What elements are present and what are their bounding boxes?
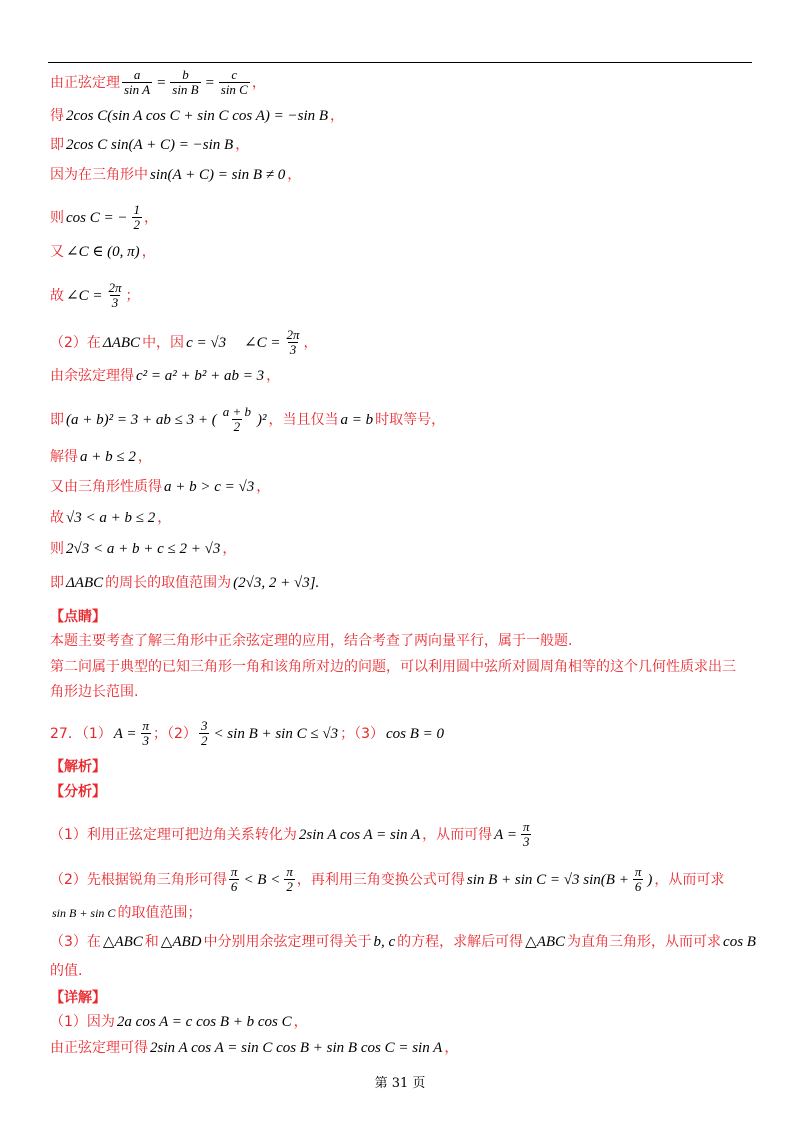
line-13: 故 √3 < a + b ≤ 2 ， [50, 510, 172, 526]
line-24: （2）先根据锐角三角形可得 $\frac{\pi}{6}$ < B < $\frac{\pi}{2}$ ，再利用三角变换公式可得 sin B + sin C = √3 sin(B + $\frac{\pi}{6}$ ) ，从而可求 [50, 864, 725, 894]
line-23: （1）利用正弦定理可把边角关系转化为 2sin A cos A = sin A ，从而可得 A = $\frac{\pi}{3}$ [50, 819, 530, 849]
line-10: 即 (a + b)² = 3 + ab ≤ 3 + ( $\frac{a + b}{2}$ )² ，当且仅当 a = b 时取等号， [50, 404, 446, 434]
line-15: 即 ΔABC 的周长的取值范围为 (2√3, 2 + √3]. [50, 575, 320, 591]
header-rule [48, 62, 752, 63]
line-2: 得 2cos C(sin A cos C + sin C cos A) = −sin B ， [50, 108, 345, 124]
line-11: 解得 a + b ≤ 2 ， [50, 449, 152, 465]
line-8: （2）在 ΔABC 中，因 c = √3 ∠C = $\frac{2\pi}{3}$ ， [50, 327, 318, 357]
fraction: $\frac{c}{\text{sin C}}$ [220, 67, 248, 97]
text: 由正弦定理 [50, 74, 120, 91]
paragraph: 第二问属于典型的已知三角形一角和该角所对边的问题，可以利用圆中弦所对圆周角相等的这个几何性质求出三 [50, 659, 736, 675]
page-number: 第 31 页 [374, 1076, 426, 1091]
line-29: （1）因为 2a cos A = c cos B + b cos C ， [50, 1014, 308, 1030]
line-7: 故 ∠C = $\frac{2\pi}{3}$ ； [50, 280, 140, 310]
section-fenxi: 【分析】 [50, 784, 106, 800]
line-27: 的值. [50, 963, 83, 979]
line-9: 由余弦定理得 c² = a² + b² + ab = 3 ， [50, 368, 281, 384]
paragraph: 本题主要考查了解三角形中正余弦定理的应用，结合考查了两向量平行，属于一般题. [50, 633, 573, 649]
line-26: （3）在 △ABC 和 △ABD 中分别用余弦定理可得关于 b, c 的方程，求解后可得 △ABC 为直角三角形，从而可求 cos B [50, 934, 756, 950]
section-dianjing: 【点睛】 [50, 609, 106, 625]
line-5: 则 cos C = − $\frac{1}{2}$ ， [50, 202, 158, 232]
line-3: 即 2cos C sin(A + C) = −sin B ， [50, 137, 250, 153]
line-1: 由正弦定理 $\frac{a}{\text{sin A}}$ = $\frac{b}{\text{sin B}}$ = $\frac{c}{\text{sin C}}$ ， [50, 67, 266, 97]
fraction: $\frac{a}{\text{sin A}}$ [124, 67, 151, 97]
section-jiexi: 【解析】 [50, 759, 106, 775]
line-4: 因为在三角形中 sin(A + C) = sin B ≠ 0 ， [50, 167, 302, 183]
line-14: 则 2√3 < a + b + c ≤ 2 + √3 ， [50, 541, 237, 557]
paragraph: 角形边长范围. [50, 684, 139, 700]
line-27-answer: 27．（1） A = $\frac{\pi}{3}$ ；（2） $\frac{3}{2}$ < sin B + sin C ≤ √3 ；（3） cos B = 0 [50, 718, 445, 748]
section-xiangjie: 【详解】 [50, 990, 106, 1006]
line-12: 又由三角形性质得 a + b > c = √3 ， [50, 479, 271, 495]
fraction: $\frac{b}{\text{sin B}}$ [172, 67, 199, 97]
line-30: 由正弦定理可得 2sin A cos A = sin C cos B + sin B cos C = sin A ， [50, 1040, 459, 1056]
line-25: sin B + sin C 的取值范围； [52, 905, 202, 921]
line-6: 又 ∠C ∈ (0, π) ， [50, 244, 156, 260]
